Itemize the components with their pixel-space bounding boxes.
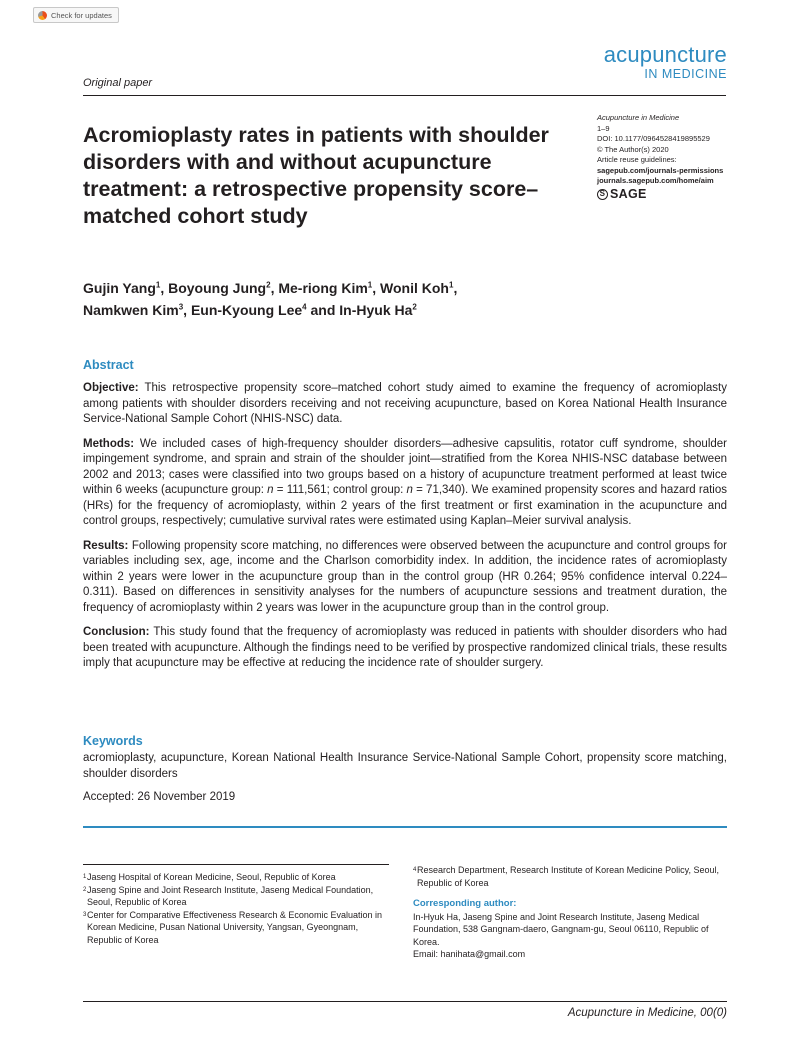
author: Me-riong Kim$^1$, <box>278 279 381 296</box>
corresponding-author-email[interactable]: Email: hanihata@gmail.com <box>413 949 526 959</box>
affiliation-item: 1 Jaseng Hospital of Korean Medicine, Seoul, Republic of Korea <box>83 872 336 882</box>
journal-logo-main: acupuncture <box>603 42 727 67</box>
header-divider <box>83 95 726 96</box>
running-footer: Acupuncture in Medicine, 00(0) <box>567 1007 727 1019</box>
abstract-body <box>83 381 727 681</box>
sage-logo <box>597 186 737 201</box>
author: Eun-Kyoung Lee$^4$ and <box>190 302 340 319</box>
corresponding-author-text: In-Hyuk Ha, Jaseng Spine and Joint Research Institute, Jaseng Medical Foundation, 538 Gangnam-daero, Gangnam-gu, Seoul 06110, Republic of Korea. <box>413 911 709 947</box>
footnote-divider <box>83 864 389 865</box>
publication-info <box>597 113 737 200</box>
affiliations-right <box>413 864 728 961</box>
journal-logo-sub: IN MEDICINE <box>644 67 727 81</box>
article-title: Acromioplasty rates in patients with shoulder disorders with and without acupuncture treatment: a retrospective propensity score–matched cohort study <box>83 123 549 228</box>
footer-divider <box>83 1001 727 1002</box>
abstract-methods: Methods: We included cases of high-frequency shoulder disorders—adhesive capsulitis, rotator cuff syndrome, shoulder impingement syndrome, and sprain and strain of the shoulder joint—stratified from the Korea NHIS-NSC database between 2002 and 2013; cases were classified into two groups based on a history of acupuncture treatment performed at least twice within 6 weeks (acupuncture group: n = 111,561; control group: n = 71,340). We examined propensity scores and hazard ratios (HRs) for the frequency of acromioplasty, within 2 years of the first treatment or first examination in the acupuncture and control groups, respectively; cumulative survival rates were estimated using Kaplan–Meier survival analysis. <box>83 437 728 527</box>
accepted-date: Accepted: 26 November 2019 <box>83 791 236 803</box>
author: Gujin Yang$^1$, <box>83 279 169 296</box>
author: Boyoung Jung$^2$, <box>168 279 279 296</box>
doi[interactable]: DOI: 10.1177/0964528419895529 <box>597 134 710 143</box>
journal-name: Acupuncture in Medicine <box>597 113 680 122</box>
affiliation-item: 2 Jaseng Spine and Joint Research Institute, Jaseng Medical Foundation, Seoul, Republic of Korea <box>83 884 374 907</box>
check-for-updates-label: Check for updates <box>51 10 112 20</box>
sage-s-icon: S <box>597 189 608 200</box>
abstract-conclusion: Conclusion: This study found that the frequency of acromioplasty was reduced in patients with shoulder disorders who had been treated with acupuncture. Although the findings need to be verified by prospective randomized clinical trials, these results imply that acupuncture may be effective at reducing the incidence rate of shoulder surgery. <box>83 626 727 669</box>
affiliations-left <box>83 871 393 946</box>
publisher-name: SAGE <box>610 186 647 201</box>
abstract-results: Results: Following propensity score matching, no differences were observed between the acupuncture and control groups for variables including sex, age, income and the Charlson comorbidity index. In addition, the incidence rates of acromioplasty within 2 years were lower in the acupuncture group than in the control group (HR 0.264; 95% confidence interval 0.224–0.311). Based on differences in sensitivity analyses for the numbers of acupuncture sessions and treatment duration, the frequency of acromioplasty within 2 years was lower in the acupuncture group than in the control group. <box>83 539 727 614</box>
journal-home-link[interactable]: journals.sagepub.com/home/aim <box>597 176 714 185</box>
journal-logo <box>604 44 727 81</box>
abstract-heading: Abstract <box>83 358 134 372</box>
author: In-Hyuk Ha$^2$ <box>339 302 417 319</box>
reuse-label: Article reuse guidelines: <box>597 155 677 164</box>
permissions-link[interactable]: sagepub.com/journals-permissions <box>597 165 724 175</box>
paper-type: Original paper <box>83 77 153 89</box>
page-range: 1–9 <box>597 123 610 133</box>
keywords-heading: Keywords <box>83 734 143 748</box>
corresponding-author-heading: Corresponding author: <box>413 898 517 909</box>
section-divider <box>83 826 727 828</box>
keywords-text: acromioplasty, acupuncture, Korean National Health Insurance Service-National Sample Cohort, propensity score matching, shoulder disorders <box>83 752 727 780</box>
affiliation-item: 4 Research Department, Research Institute of Korean Medicine Policy, Seoul, Republic of Korea <box>413 865 719 888</box>
affiliation-item: 3 Center for Comparative Effectiveness Research & Economic Evaluation in Korean Medicine, Pusan National University, Yangsan, Gyeongnam, Republic of Korea <box>83 909 382 945</box>
abstract-objective: Objective: This retrospective propensity score–matched cohort study aimed to examine the frequency of acromioplasty among patients with shoulder disorders receiving and not receiving acupuncture, based on Korea National Health Insurance Service-National Sample Cohort (NHIS-NSC) data. <box>83 382 727 425</box>
crossmark-icon <box>38 11 47 20</box>
author: Wonil Koh$^1$, <box>380 279 458 296</box>
copyright: © The Author(s) 2020 <box>597 144 669 154</box>
author-list <box>83 275 723 320</box>
author: Namkwen Kim$^3$, <box>83 302 191 319</box>
check-for-updates-badge[interactable] <box>33 7 119 23</box>
